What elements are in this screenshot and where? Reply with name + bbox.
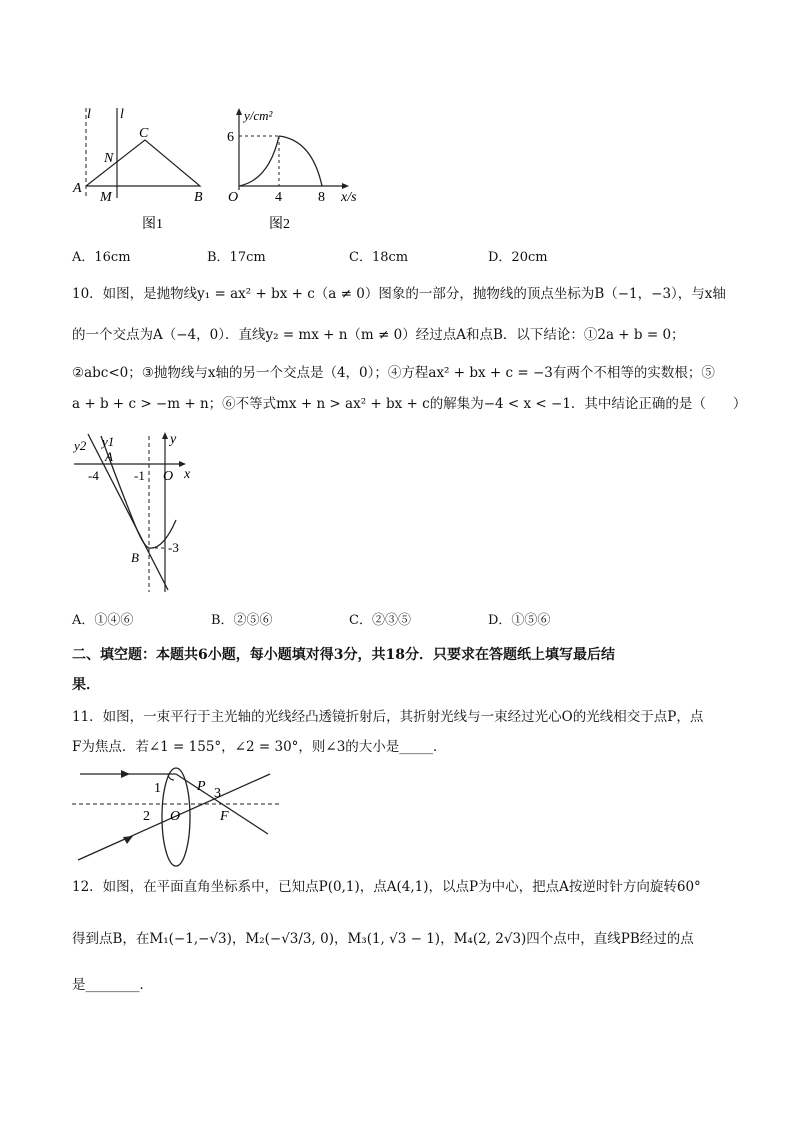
q9-option-a[interactable]: A．16cm	[72, 250, 131, 265]
label-f: F	[220, 809, 229, 824]
q11-line-1: 11．如图，一束平行于主光轴的光线经凸透镜折射后，其折射光线与一束经过光心O的光线相交于点P，点	[72, 709, 704, 725]
q10-option-c[interactable]: C．②③⑤	[349, 613, 411, 628]
curve-fall	[279, 136, 322, 186]
curve-rise	[239, 136, 279, 186]
origin-o: O	[228, 190, 239, 205]
tick-minus4: -4	[88, 468, 99, 483]
section-2-heading-line1: 二、填空题：本题共6小题，每小题填对得3分，共18分．只要求在答题纸上填写最后结	[72, 647, 615, 663]
tick-x4: 4	[275, 190, 282, 205]
label-angle-3: 3	[214, 786, 221, 801]
tick-minus3: -3	[168, 540, 179, 555]
label-b: B	[131, 550, 139, 565]
x-axis-arrow	[342, 183, 349, 189]
label-l1: l	[87, 107, 91, 122]
q12-line-3: 是________．	[72, 977, 153, 993]
label-b: B	[194, 190, 203, 205]
tick-minus1: -1	[134, 468, 145, 483]
label-c: C	[139, 126, 149, 141]
q10-line-2: 的一个交点为A（−4，0）．直线y₂ = mx + n（m ≠ 0）经过点A和点B．以下结论：①2a + b = 0；	[72, 327, 685, 343]
figure-2-area-graph	[222, 100, 372, 240]
y-axis-arrow	[162, 432, 168, 439]
label-a: A	[73, 181, 82, 196]
caption-fig1: 图1	[142, 217, 163, 232]
label-x: x	[184, 467, 191, 482]
ray-arrow-2	[123, 836, 133, 844]
label-angle-1: 1	[154, 781, 161, 796]
label-o: O	[170, 809, 181, 824]
label-p: P	[197, 779, 206, 794]
figure-1-triangle	[60, 100, 230, 240]
label-l2: l	[120, 107, 124, 122]
q10-option-d[interactable]: D．①⑤⑥	[488, 613, 551, 628]
y-axis-arrow	[236, 108, 242, 115]
q10-parabola-figure	[68, 428, 208, 598]
label-n: N	[104, 151, 114, 166]
caption-fig2: 图2	[269, 217, 290, 232]
tick-x8: 8	[318, 190, 325, 205]
q11-line-2: F为焦点．若∠1 = 155°，∠2 = 30°，则∠3的大小是_____．	[72, 739, 447, 755]
axis-xlabel: x/s	[341, 190, 357, 205]
q9-option-b[interactable]: B．17cm	[207, 250, 266, 265]
ray-arrow-1	[121, 770, 130, 778]
section-2-heading-line2: 果．	[72, 677, 100, 693]
label-m: M	[100, 190, 112, 205]
q11-lens-figure	[70, 762, 285, 867]
tick-y6: 6	[227, 130, 234, 145]
q10-option-a[interactable]: A．①④⑥	[72, 613, 134, 628]
q10-line-4: a + b + c > −m + n；⑥不等式mx + n > ax² + bx + c的解集为−4 < x < −1．其中结论正确的是（ ）	[72, 396, 747, 412]
label-a: A	[105, 449, 113, 464]
label-angle-2: 2	[143, 809, 150, 824]
q10-line-3: ②abc<0；③抛物线与x轴的另一个交点是（4，0）；④方程ax² + bx + c = −3有两个不相等的实数根；⑤	[72, 365, 715, 381]
q12-line-1: 12．如图，在平面直角坐标系中，已知点P(0,1)，点A(4,1)，以点P为中心，把点A按逆时针方向旋转60°	[72, 879, 701, 895]
label-y2: y2	[74, 438, 87, 453]
label-y1: y1	[102, 434, 115, 449]
line-y2	[88, 434, 168, 590]
q10-line-1: 10．如图，是抛物线y₁ = ax² + bx + c（a ≠ 0）图象的一部分，抛物线的顶点坐标为B（−1，−3），与x轴	[72, 286, 726, 302]
q12-line-2: 得到点B，在M₁(−1,−√3)，M₂(−√3/3, 0)，M₃(1, √3 − 1)，M₄(2, 2√3)四个点中，直线PB经过的点	[72, 931, 694, 947]
axis-ylabel: y/cm²	[244, 108, 273, 123]
origin-o: O	[163, 469, 174, 484]
label-y: y	[170, 432, 177, 447]
q9-option-d[interactable]: D．20cm	[488, 250, 548, 265]
q10-option-b[interactable]: B．②⑤⑥	[211, 613, 273, 628]
q9-option-c[interactable]: C．18cm	[349, 250, 409, 265]
